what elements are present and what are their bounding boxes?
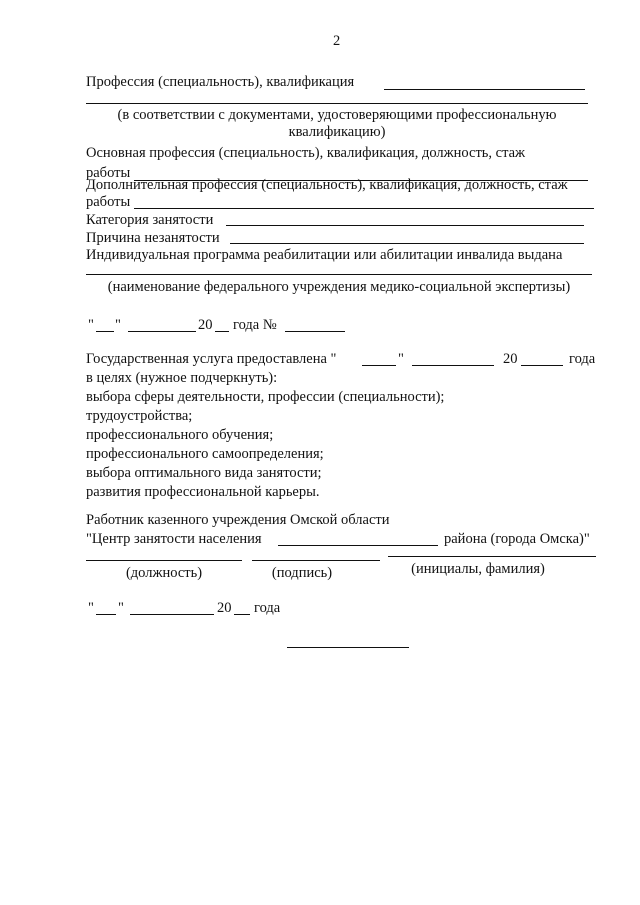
page-number: 2 — [333, 33, 341, 49]
ipra-number-field[interactable] — [285, 331, 345, 332]
service-date-day-field[interactable] — [362, 365, 396, 366]
main-profession-label: Основная профессия (специальность), квалификация, должность, стаж — [86, 145, 526, 161]
service-date-quote-close: " — [398, 351, 404, 367]
ipra-date-day-field[interactable] — [96, 331, 114, 332]
service-date-year-field[interactable] — [521, 365, 563, 366]
employment-category-field[interactable] — [226, 225, 584, 226]
unemployment-reason-label: Причина незанятости — [86, 230, 220, 246]
ipra-label: Индивидуальная программа реабилитации или абилитации инвалида выдана — [86, 247, 563, 263]
worker-institution-line-1: Работник казенного учреждения Омской области — [86, 512, 390, 528]
worker-position-caption: (должность) — [125, 565, 203, 581]
service-purpose-intro: в целях (нужное подчеркнуть): — [86, 370, 278, 386]
profession-label: Профессия (специальность), квалификация — [86, 74, 355, 90]
ipra-date-year-suffix: года № — [233, 317, 277, 333]
worker-signature-field[interactable] — [252, 560, 380, 561]
worker-name-caption: (инициалы, фамилия) — [411, 561, 545, 577]
ipra-date-quote-close: " — [115, 317, 121, 333]
profession-note-continued: квалификацию) — [288, 124, 386, 140]
profession-field-line-2[interactable] — [86, 103, 588, 104]
sign-date-year-field[interactable] — [234, 614, 250, 615]
sign-date-quote-open: " — [88, 600, 94, 616]
worker-position-field[interactable] — [86, 560, 242, 561]
main-profession-label-2: работы — [86, 165, 131, 181]
worker-name-field[interactable] — [388, 556, 596, 557]
extra-profession-label-2: работы — [86, 194, 131, 210]
profession-note: (в соответствии с документами, удостоверяющими профессиональную — [117, 107, 557, 123]
ipra-date-month-field[interactable] — [128, 331, 196, 332]
sign-date-day-field[interactable] — [96, 614, 116, 615]
unemployment-reason-field[interactable] — [230, 243, 584, 244]
sign-date-year-suffix: года — [254, 600, 281, 616]
employment-category-label: Категория занятости — [86, 212, 214, 228]
worker-institution-line-2-end: района (города Омска)" — [444, 531, 590, 547]
service-purpose-item[interactable]: выбора оптимального вида занятости; — [86, 465, 322, 481]
sign-date-quote-close: " — [118, 600, 124, 616]
ipra-date-quote-open: " — [88, 317, 94, 333]
sign-date-month-field[interactable] — [130, 614, 214, 615]
service-purpose-item[interactable]: профессионального самоопределения; — [86, 446, 324, 462]
ipra-institution-note: (наименование федерального учреждения медико-социальной экспертизы) — [107, 279, 571, 295]
service-date-year-prefix: 20 — [503, 351, 518, 367]
service-purpose-item[interactable]: развития профессиональной карьеры. — [86, 484, 320, 500]
ipra-date-year-prefix: 20 — [198, 317, 213, 333]
service-line-start: Государственная услуга предоставлена " — [86, 351, 337, 367]
service-purpose-item[interactable]: выбора сферы деятельности, профессии (специальности); — [86, 389, 445, 405]
extra-profession-label: Дополнительная профессия (специальность), квалификация, должность, стаж — [86, 177, 568, 193]
service-date-year-suffix: года — [569, 351, 596, 367]
ipra-date-year-field[interactable] — [215, 331, 229, 332]
sign-date-year-prefix: 20 — [217, 600, 232, 616]
profession-field[interactable] — [384, 89, 585, 90]
worker-district-field[interactable] — [278, 545, 438, 546]
closing-divider — [287, 647, 409, 648]
service-purpose-item[interactable]: трудоустройства; — [86, 408, 193, 424]
extra-profession-field[interactable] — [134, 208, 594, 209]
worker-signature-caption: (подпись) — [271, 565, 333, 581]
service-date-month-field[interactable] — [412, 365, 494, 366]
ipra-institution-field[interactable] — [86, 274, 592, 275]
service-purpose-item[interactable]: профессионального обучения; — [86, 427, 274, 443]
worker-institution-line-2-start: "Центр занятости населения — [86, 531, 262, 547]
